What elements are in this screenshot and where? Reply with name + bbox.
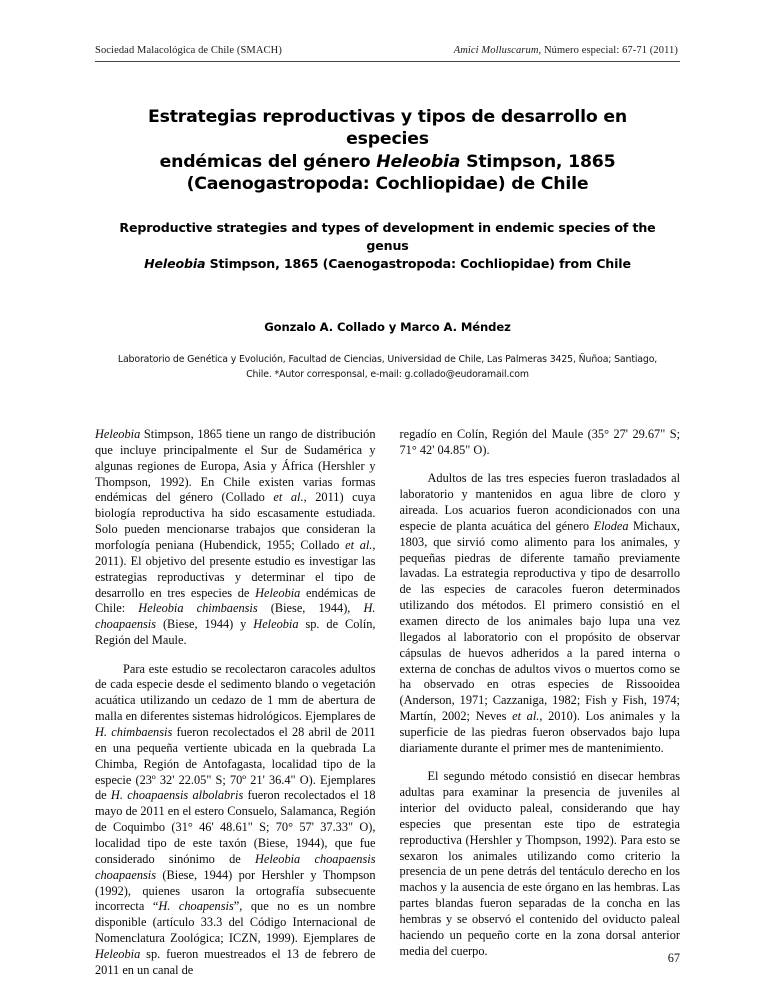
journal-name: Amici Molluscarum — [453, 45, 539, 56]
paragraph-dissection-methods: El segundo método consistió en disecar hembras adultas para examinar la presencia de juveniles al interior del oviducto paleal, considerando que hay especies que presentan este tipo de estrategia reproductiva (Hershler y Thompson, 1992). Para esto se sexaron los animales utilizando como criterio la presencia de un pene detrás del tentáculo derecho en los machos y la ausencia de este órgano en las hembras. Las partes blandas fueron separadas de la concha en las hembras y se observó el contenido del oviducto paleal haciendo un pequeño corte en la zona dorsal anterior media del cuerpo. — [399, 769, 680, 958]
lab-text-a: Adultos de las tres especies fueron trasladados al laboratorio y mantenidos en agua libre de cloro y aireada. Los acuarios fueron acondicionados con una especie de planta acuática del género — [399, 471, 680, 533]
methods-text-f: sp. fueron muestreados el 13 de febrero de 2011 en un canal de — [95, 947, 376, 977]
left-column — [95, 427, 376, 979]
page-number: 67 — [667, 951, 680, 965]
et-al-3: et al. — [512, 709, 540, 724]
title-line-1: Estrategias reproductivas y tipos de desarrollo en especies — [148, 107, 627, 150]
intro-text-b: , 2011) cuya biología reproductiva ha sido escasamente estudiada. Solo pueden mencionarse trabajos que consideran la morfología peniana (Hubendick, 1955; Collado — [95, 490, 376, 553]
lab-text-c: , 2010). Los animales y la superficie de las piedras fueron observados bajo lupa diariamente durante el primer mes de mantenimiento. — [399, 709, 681, 755]
subtitle-line-2-suffix: Stimpson, 1865 (Caenogastropoda: Cochliopidae) from Chile — [205, 255, 631, 271]
running-head — [95, 45, 680, 60]
intro-text-d: endémicas de Chile: — [95, 585, 376, 616]
intro-text-c: , 2011). El objetivo del presente estudio es investigar las estrategias reproductivas y determinar el tipo de desarrollo en tres especies de — [95, 538, 376, 600]
title-line-2-prefix: endémicas del género — [159, 151, 377, 172]
running-head-society: Sociedad Malacológica de Chile (SMACH) — [95, 45, 282, 56]
et-al-2: et al. — [345, 538, 373, 553]
species-albolabris: H. choapaensis albolabris — [110, 788, 244, 803]
paragraph-intro — [95, 427, 376, 649]
species-choapensis-misspelling: H. choapensis — [158, 899, 234, 914]
genus-heleobia-4: Heleobia — [95, 947, 141, 962]
journal-issue: , Número especial: 67-71 (2011) — [538, 45, 678, 56]
paragraph-methods-collection — [95, 662, 376, 979]
methods-text-e: ”, que no es un nombre disponible (artículo 33.3 del Código Internacional de Nomenclatura Zoológica; ICZN, 1999). Ejemplares de — [95, 899, 376, 946]
subtitle-line-1: Reproductive strategies and types of development in endemic species of the genus — [119, 219, 656, 253]
genus-heleobia-1: Heleobia — [95, 427, 141, 442]
et-al-1: et al. — [273, 490, 304, 505]
species-chimbaensis: Heleobia chimbaensis — [138, 601, 258, 616]
affiliation — [109, 352, 666, 382]
paragraph-colin-locality: regadío en Colín, Región del Maule (35° 27' 29.67" S; 71° 42' 04.85" O). — [399, 427, 680, 457]
page-subtitle-english — [113, 219, 662, 273]
genus-heleobia-3: Heleobia — [253, 617, 299, 632]
title-block — [95, 106, 680, 382]
genus-heleobia-2: Heleobia — [255, 585, 301, 600]
body-columns — [95, 427, 680, 979]
species-h-chimbaensis: H. chimbaensis — [95, 725, 173, 739]
intro-text-e: (Biese, 1944), — [257, 601, 364, 616]
species-choapaensis-choapaensis: Heleobia choapaensis choapaensis — [95, 851, 376, 882]
methods-text-a: Para este estudio se recolectaron caracoles adultos de cada especie desde el sedimento blando o vegetación acuática utilizando un cedazo de 1 mm de abertura de malla en diferentes sistemas hidrológicos. Ejemplares de — [95, 661, 376, 724]
lab-text-b: Michaux, 1803, que sirvió como alimento para los animales, y pequeñas piedras de diferente tamaño previamente lavadas. La estrategia reproductiva y tipo de desarrollo de las especies de caracoles fueron determinados utilizando dos métodos. El primero consistió en el examen directo de los animales bajo lupa una vez llegados al laboratorio con el propósito de observar cápsulas de huevos adheridos a la pared interna o externa de conchas de adultos vivos o muertos como se ha observado en otras especies de Rissooidea (Anderson, 1971; Cazzaniga, 1982; Fish y Fish, 1974; Martín, 2002; Neves — [399, 518, 680, 724]
subtitle-genus-heleobia: Heleobia — [144, 255, 206, 271]
paragraph-lab-methods — [400, 471, 681, 756]
page-title — [105, 106, 670, 196]
title-line-2-suffix: Stimpson, 1865 — [460, 151, 616, 172]
genus-elodea: Elodea — [593, 518, 629, 533]
species-choapaensis: H. choapaensis — [95, 601, 376, 632]
methods-text-b: fueron recolectados el 28 abril de 2011 en una pequeña vertiente ubicada en la quebrada La Chimba, Región de Antofagasta, localidad tipo de la especie (23º 32' 22.05" S; 70º 21' 36.4" O). Ejemplares de — [95, 725, 376, 803]
methods-text-c: fueron recolectados el 18 mayo de 2011 en el estero Consuelo, Salamanca, Región de Coquimbo (31° 46' 48.61" S; 70° 57' 37.33" O), localidad tipo de este taxón (Biese, 1944), que fue considerado sinónimo de — [95, 788, 376, 866]
header-divider — [95, 61, 680, 62]
intro-text-a: Stimpson, 1865 tiene un rango de distribución que incluye principalmente el Sur de Sudamérica y algunas regiones de Europa, Asia y África (Hershler y Thompson, 1992). En Chile existen varias formas endémicas del género (Collado — [95, 427, 376, 505]
running-head-citation — [454, 45, 680, 56]
intro-text-f: (Biese, 1944) y — [156, 617, 254, 632]
methods-text-d: (Biese, 1944) por Hershler y Thompson (1992), quienes usaron la ortografía subsecuente incorrecta “ — [95, 867, 376, 914]
title-genus-heleobia: Heleobia — [376, 151, 461, 172]
intro-text-g: sp. de Colín, Región del Maule. — [95, 617, 376, 648]
right-column — [400, 427, 681, 979]
title-line-3: (Caenogastropoda: Cochliopidae) de Chile — [186, 174, 589, 195]
author-list: Gonzalo A. Collado y Marco A. Méndez — [264, 319, 511, 334]
affiliation-line-1: Laboratorio de Genética y Evolución, Facultad de Ciencias, Universidad de Chile, Las Palmeras 3425, Ñuñoa; Santiago, — [117, 353, 658, 365]
affiliation-line-2: Chile. *Autor corresponsal, e-mail: g.collado@eudoramail.com — [246, 368, 529, 380]
